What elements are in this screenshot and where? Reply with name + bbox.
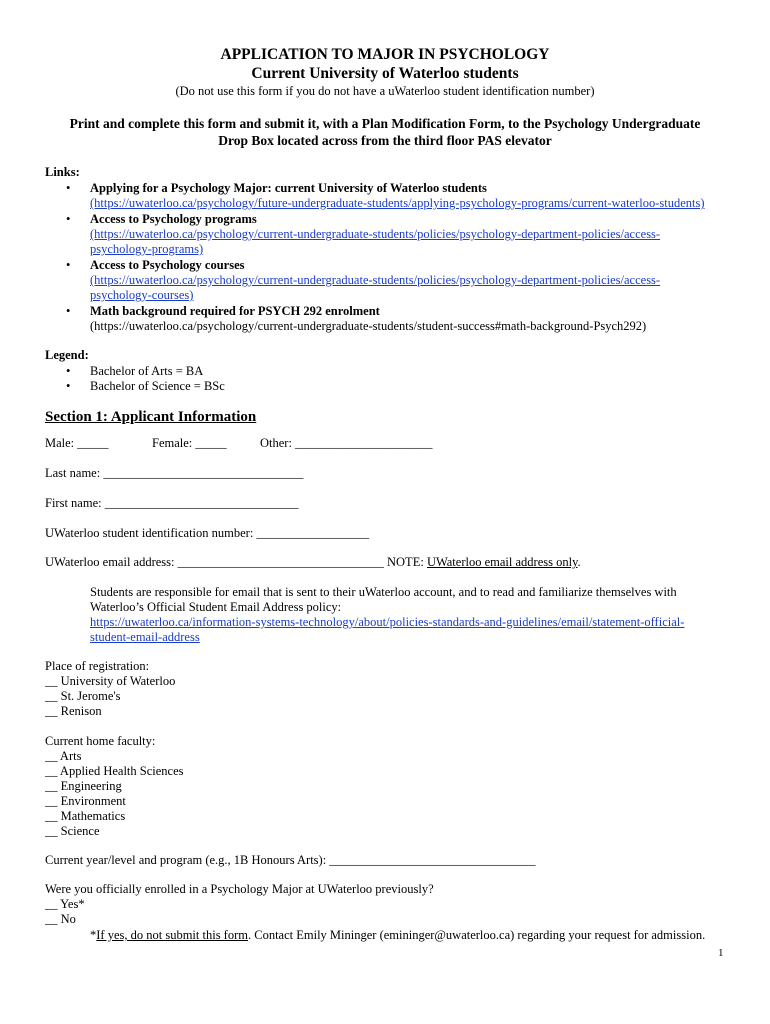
enrolled-question: Were you officially enrolled in a Psychology Major at UWaterloo previously? [45,882,434,896]
bullet-icon: • [66,212,71,226]
faculty-option[interactable]: __ Environment [45,794,126,808]
student-id-field[interactable]: UWaterloo student identification number: __________________ [45,526,369,540]
instruction-line-2: Drop Box located across from the third floor PAS elevator [218,133,552,148]
enrolled-option[interactable]: __ Yes* [45,897,85,911]
legend-item-bsc: Bachelor of Science = BSc [90,379,225,393]
registration-option[interactable]: __ St. Jerome's [45,689,121,703]
legend-item-ba: Bachelor of Arts = BA [90,364,204,378]
faculty-option[interactable]: __ Applied Health Sciences [45,764,184,778]
page-subtitle: Current University of Waterloo students [251,65,519,82]
enrolled-option[interactable]: __ No [45,912,76,926]
year-program-field[interactable]: Current year/level and program (e.g., 1B Honours Arts): _________________________________ [45,853,536,867]
link-url-1[interactable]: (https://uwaterloo.ca/psychology/future-undergraduate-students/applying-psychology-programs/current-waterloo-students) [90,196,705,210]
footnote-rest: . Contact Emily Mininger (emininger@uwaterloo.ca) regarding your request for admission. [247,928,706,942]
faculty-option[interactable]: __ Mathematics [45,809,126,823]
links-heading: Links: [45,165,80,179]
faculty-option[interactable]: __ Arts [45,749,82,763]
link-url-2-line-2[interactable]: psychology-programs) [90,242,204,256]
male-field[interactable]: Male: _____ [45,436,109,450]
section-1-heading: Section 1: Applicant Information [45,409,257,425]
last-name-field[interactable]: Last name: ________________________________ [45,466,304,480]
link-url-2-line-1[interactable]: (https://uwaterloo.ca/psychology/current-undergraduate-students/policies/psychology-department-policies/access- [90,227,661,241]
bullet-icon: • [66,304,71,318]
female-field[interactable]: Female: _____ [152,436,227,450]
bullet-icon: • [66,364,71,378]
policy-text-line-1: Students are responsible for email that is sent to their uWaterloo account, and to read and familiarize themselves with [90,585,677,599]
link-title-4: Math background required for PSYCH 292 enrolment [90,304,380,318]
bullet-icon: • [66,181,71,195]
policy-url-line-2[interactable]: student-email-address [90,630,200,644]
faculty-option[interactable]: __ Engineering [45,779,122,793]
registration-option[interactable]: __ Renison [45,704,102,718]
footnote-underlined: If yes, do not submit this form [96,928,248,942]
page-title: APPLICATION TO MAJOR IN PSYCHOLOGY [220,46,550,63]
policy-url-line-1[interactable]: https://uwaterloo.ca/information-systems-technology/about/policies-standards-and-guidelines/email/statement-official- [90,615,685,629]
other-field[interactable]: Other: ______________________ [260,436,433,450]
link-url-3-line-2[interactable]: psychology-courses) [90,288,194,302]
link-url-3-line-1[interactable]: (https://uwaterloo.ca/psychology/current-undergraduate-students/policies/psychology-department-policies/access- [90,273,661,287]
policy-text-line-2: Waterloo’s Official Student Email Address policy: [90,600,342,614]
registration-option[interactable]: __ University of Waterloo [45,674,176,688]
page-note: (Do not use this form if you do not have a uWaterloo student identification number) [175,84,595,98]
faculty-heading: Current home faculty: [45,734,156,748]
link-url-4: (https://uwaterloo.ca/psychology/current-undergraduate-students/student-success#math-background-Psych292) [90,319,647,333]
page-number: 1 [718,947,724,959]
faculty-option[interactable]: __ Science [45,824,100,838]
email-note: UWaterloo email address only [426,555,578,569]
bullet-icon: • [66,258,71,272]
email-period: . [577,555,581,569]
instruction-line-1: Print and complete this form and submit it, with a Plan Modification Form, to the Psychology Undergraduate [69,116,701,131]
legend-heading: Legend: [45,348,89,362]
footnote-marker: * [90,928,97,942]
first-name-field[interactable]: First name: _______________________________ [45,496,299,510]
footnote [90,928,705,943]
bullet-icon: • [66,379,71,393]
email-field[interactable]: UWaterloo email address: _________________________________ NOTE: [45,555,427,569]
email-row[interactable] [45,555,581,570]
link-title-2: Access to Psychology programs [90,212,257,226]
link-title-3: Access to Psychology courses [90,258,245,272]
link-title-1: Applying for a Psychology Major: current University of Waterloo students [90,181,487,195]
registration-heading: Place of registration: [45,659,150,673]
